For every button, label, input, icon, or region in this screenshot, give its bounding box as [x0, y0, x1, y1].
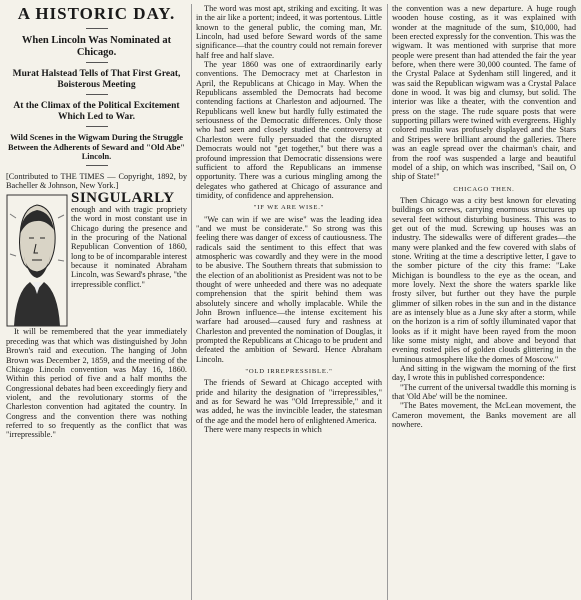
credit-line: [Contributed to THE TIMES — Copyright, 1892, by Bacheller & Johnson, New York.]	[6, 171, 187, 191]
drop-cap: SINGULARLY	[71, 190, 175, 207]
column-3	[392, 4, 576, 600]
column-rule	[387, 4, 388, 600]
separator	[86, 126, 108, 127]
body-paragraph: the convention was a new departure. A huge rough wooden house costing, as it was explained with wonder at the magnitude of the sum, $10,000, had been erected expressly for the convention. This was the wigwam. It was mentioned with surprise that more people were present than had attended the fair the year before, when there were 30,000 counted. The fame of the Crystal Palace at Sydenham still lingered, and it was said the Republican wigwam was a Crystal Palace done in wood. It was big and clumsy, but solid. The interior was like a theater, with the convention and press on the stage. The rude square posts that were supporting pillars were twined with evergreens. Highly colored muslin was profusely displayed and the Stars and Stripes were brilliant around the galleries. There was an eagle spread over the chairman's chair, and from the roof was suspended a large and beautiful model of a ship, on which was inscribed, "Sail on, O ship of State!"	[392, 4, 576, 182]
body-paragraph: The friends of Seward at Chicago accepted with pride and hilarity the designation of "irrepressibles," and as for Seward he was "Old Irrepressible," and it was added, he was the invincible leader, the statesman of the age and the model hero of enlightened America.	[196, 378, 382, 425]
deck-2: Murat Halstead Tells of That First Great, Boisterous Meeting	[12, 69, 181, 90]
deck-1: When Lincoln Was Nominated at Chicago.	[21, 35, 172, 58]
body-paragraph: It will be remembered that the year immediately preceding was that which was distinguished by John Brown's raid and execution. The hanging of John Brown was December 2, 1859, and the meeting of the Chicago Lincoln convention was May 16, 1860. Within this period of five and a half months the Congressional debates had been exceedingly fiery and violent, and the revolutionary storms of the Charleston convention had agitated the country. In Congress and the convention there was nothing referred to so frequently as the conflict that was "irrepressible."	[6, 327, 187, 440]
body-paragraph: "The current of the universal twaddle this morning is that 'Old Abe' will be the nominee.	[392, 382, 576, 402]
headline: A HISTORIC DAY.	[17, 4, 176, 23]
body-paragraph: "We can win if we are wise" was the leading idea "and we must be considerate." So strong was this feeling there was danger of excess of cautiousness. The radicals said the sentiment to this effect that was atmospheric was cowardly and they were in the mood to be abusive. The Southern threats that submission to the election of an abolitionist as President was not to be thought of were unheeded and there was no adequate comprehension that the spirit behind them was absolutely sincere and wholly implacable. While the John Brown influence—the intense excitement his warfare had aroused—caused fury and rashness at Charleston and prevented the nomination of Douglas, it prompted the Republicans at Chicago to be prudent and defeated the ambition of Seward. Hence Abraham Lincoln.	[196, 214, 382, 364]
column-rule	[191, 4, 192, 600]
lead-paragraph	[6, 190, 187, 327]
column-2	[196, 4, 382, 600]
separator	[86, 28, 108, 29]
body-paragraph: And sitting in the wigwam the morning of the first day, I wrote this in published correspondence:	[392, 364, 576, 383]
deck-3: At the Climax of the Political Excitement Which Led to War.	[13, 101, 180, 122]
lincoln-portrait-icon	[6, 194, 68, 327]
deck-4: Wild Scenes in the Wigwam During the Struggle Between the Adherents of Seward and "Old Abe" Lincoln.	[8, 133, 185, 162]
column-1	[6, 4, 187, 600]
lead-text	[71, 190, 187, 327]
body-paragraph: The word was most apt, striking and exciting. It was in the air like a portent; indeed, it was portentous. Little known to the general public, the coming man, Mr. Lincoln, had used before Seward words of the same significance—that the country could not remain forever half free and half slave.	[196, 4, 382, 60]
subhead: "IF WE ARE WISE."	[253, 204, 325, 212]
body-paragraph: Then Chicago was a city best known for elevating buildings on screws, carrying enormous structures up several feet without disturbing business. This was to get out of the mud. Screwing up houses was an industry. The sidewalks were of different grades—the many were planked and the few covered with slabs of stone. Writing at the time a descriptive letter, I gave to the somber picture of the city this frame: "Lake Michigan is boundless to the eye as the ocean, and more lovely. Next the shore the waters sparkle like frosty silver, but further out they have the purple glimmer of silken robes in the sun and in the distance are as intensely blue as a June sky after a storm, while on the horizon is a rim of softly illuminated vapor that looks as if it might have been rayed from the moon like some misty night, and above and beyond that evening rosted piles of golden clouds glittering in the luminous atmosphere like the domes of Moscow."	[392, 195, 576, 364]
body-paragraph: There were many respects in which	[204, 425, 322, 435]
separator	[86, 165, 108, 166]
body-paragraph: The year 1860 was one of extraordinarily early conventions. The Democracy met at Charleston in April, the Republicans at Chicago in May. When the Republicans assembled the Democrats had become contending factions at Charleston and adjourned. The Republicans well knew but hardly fully estimated the seriousness of the Democratic differences. Only those who had seen and closely studied the controversy at Charleston were fully persuaded that the disrupted Democrats would not "get together," but there was a profound impression that Democratic dissensions were sufficient to afford the Republicans an immense opportunity. There was a curious mingling among the delegates who gathered at Chicago of assurance and timidity, of confidence and apprehension.	[196, 60, 382, 200]
subhead: "OLD IRREPRESSIBLE."	[245, 368, 333, 376]
lead-text-body: enough and with tragic propriety the word in most constant use in Chicago during the presence and in the procuring of the National Republican Convention of 1860, long to be of incomparable interest because it nominated Abraham Lincoln, was Seward's phrase, "the irrepressible conflict."	[71, 204, 187, 289]
body-paragraph: "The Bates movement, the McLean movement, the Cameron movement, the Banks movement are all nowhere.	[392, 401, 576, 430]
subhead: CHICAGO THEN.	[453, 185, 515, 193]
separator	[86, 62, 108, 63]
separator	[86, 94, 108, 95]
